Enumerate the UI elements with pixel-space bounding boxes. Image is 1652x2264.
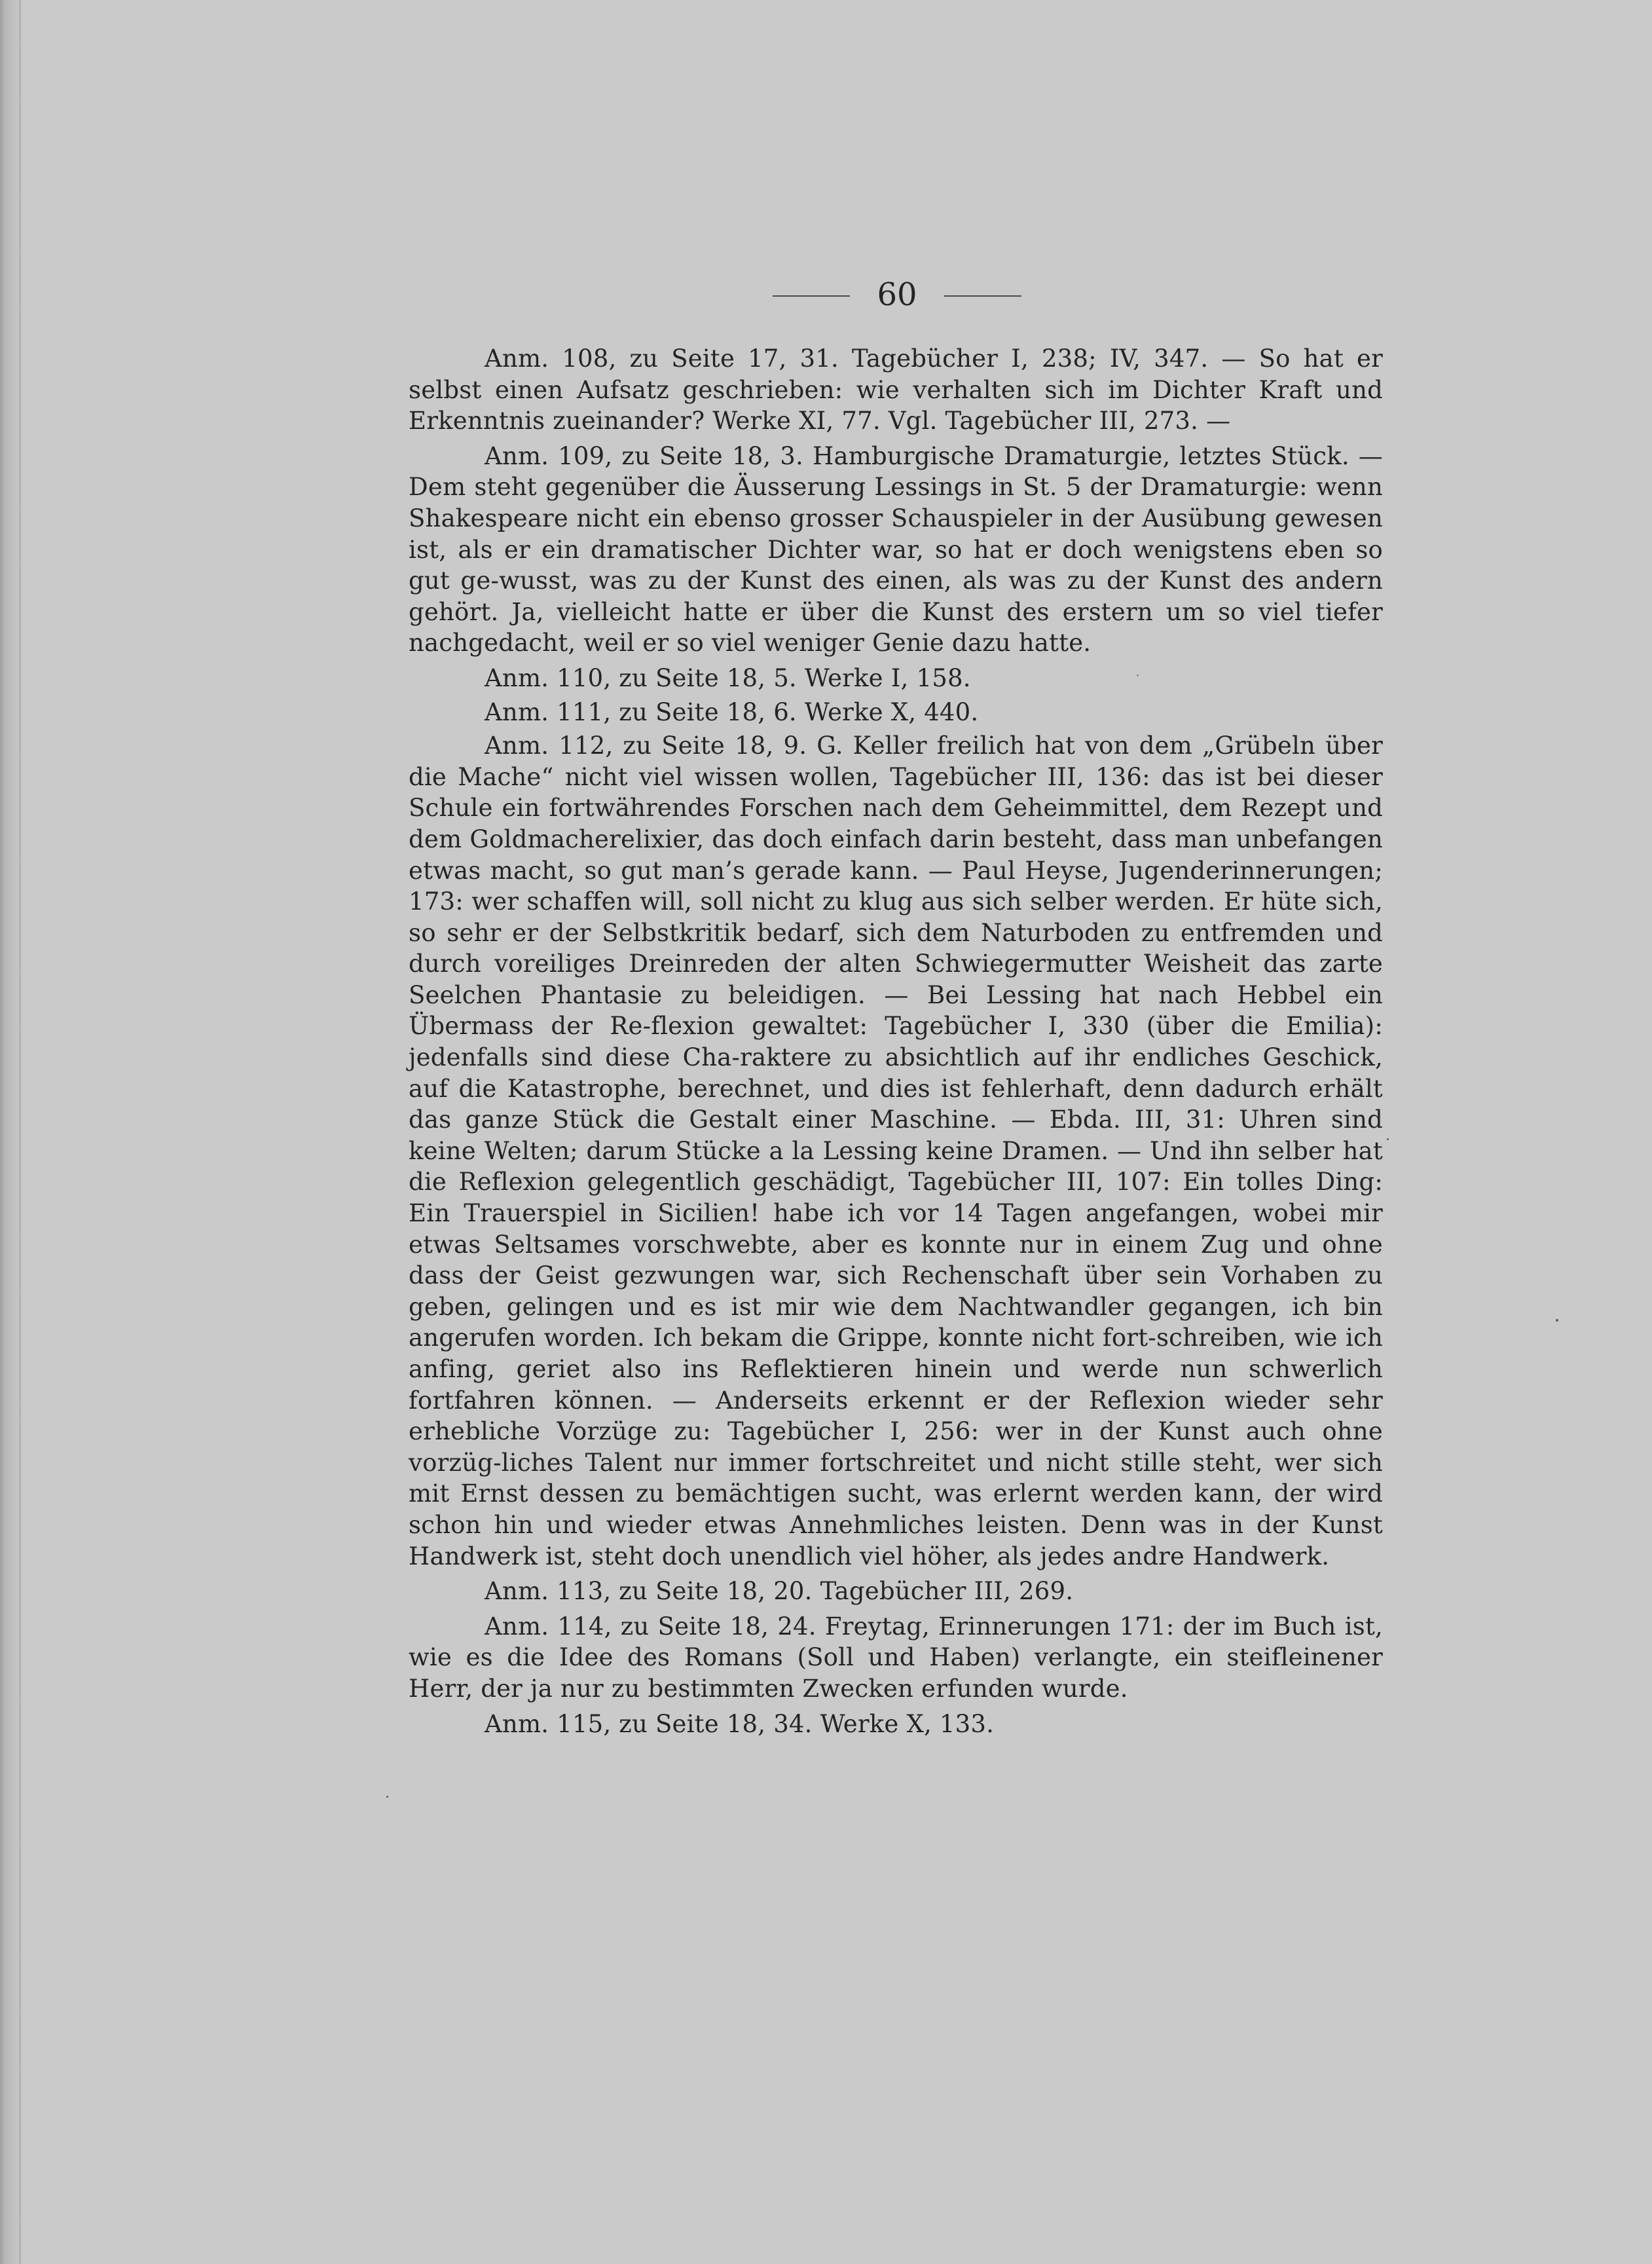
notes-body [409,343,1383,1743]
note-paragraph-114: Anm. 114, zu Seite 18, 24. Freytag, Erinnerungen 171: der im Buch ist, wie es die Idee des Romans (Soll und Haben) verlangte, ein steifleinener Herr, der ja nur zu bestimmten Zwecken erfunden wurde. [409,1612,1383,1703]
note-paragraph-111: Anm. 111, zu Seite 18, 6. Werke X, 440. [485,697,979,726]
note-paragraph-112: Anm. 112, zu Seite 18, 9. G. Keller freilich hat von dem „Grübeln über die Mache“ nicht viel wissen wollen, Tagebücher III, 136: das ist bei dieser Schule ein fortwährendes Forschen nach dem Geheimmittel, dem Rezept und dem Goldmacherelixier, das doch einfach darin besteht, dass man unbefangen etwas macht, so gut man’s gerade kann. — Paul Heyse, Jugenderinnerungen; 173: wer schaffen will, soll nicht zu klug aus sich selber werden. Er hüte sich, so sehr er der Selbstkritik bedarf, sich dem Naturboden zu entfremden und durch voreiliges Dreinreden der alten Schwiegermutter Weisheit das zarte Seelchen Phantasie zu beleidigen. — Bei Lessing hat nach Hebbel ein Übermass der Re-flexion gewaltet: Tagebücher I, 330 (über die Emilia): jedenfalls sind diese Cha-raktere zu absichtlich auf ihr endliches Geschick, auf die Katastrophe, berechnet, und dies ist fehlerhaft, denn dadurch erhält das ganze Stück die Gestalt einer Maschine. — Ebda. III, 31: Uhren sind keine Welten; darum Stücke a la Lessing keine Dramen. — Und ihn selber hat die Reflexion gelegentlich geschädigt, Tagebücher III, 107: Ein tolles Ding: Ein Trauerspiel in Sicilien! habe ich vor 14 Tagen angefangen, wobei mir etwas Seltsames vorschwebte, aber es konnte nur in einem Zug und ohne dass der Geist gezwungen war, sich Rechenschaft über sein Vorhaben zu geben, gelingen und es ist mir wie dem Nachtwandler gegangen, ich bin angerufen worden. Ich bekam die Grippe, konnte nicht fort-schreiben, wie ich anfing, geriet also ins Reflektieren hinein und werde nun schwerlich fortfahren können. — Anderseits erkennt er der Reflexion wieder sehr erhebliche Vorzüge zu: Tagebücher I, 256: wer in der Kunst auch ohne vorzüg-liches Talent nur immer fortschreitet und nicht stille steht, wer sich mit Ernst dessen zu bemächtigen sucht, was erlernt werden kann, der wird schon hin und wieder etwas Annehmliches leisten. Denn was in der Kunst Handwerk ist, steht doch unendlich viel höher, als jedes andre Handwerk. [409,732,1383,1570]
paper-speck [1137,675,1139,677]
note-paragraph-113: Anm. 113, zu Seite 18, 20. Tagebücher III, 269. [485,1577,1074,1606]
paper-speck [1387,1138,1389,1140]
header-rule-right [944,295,1021,297]
binding-shadow [0,0,26,2264]
paper-speck [1556,1319,1558,1322]
page-header [773,275,1021,314]
note-paragraph-110: Anm. 110, zu Seite 18, 5. Werke I, 158. [485,663,971,692]
binding-line [19,0,21,2264]
note-paragraph-115: Anm. 115, zu Seite 18, 34. Werke X, 133. [485,1709,995,1738]
header-rule-left [773,295,850,297]
page-number: 60 [877,276,917,313]
note-paragraph-109: Anm. 109, zu Seite 18, 3. Hamburgische Dramaturgie, letztes Stück. — Dem steht gegenüber die Äusserung Lessings in St. 5 der Dramaturgie: wenn Shakespeare nicht ein ebenso grosser Schauspieler in der Ausübung gewesen ist, als er ein dramatischer Dichter war, so hat er doch wenigstens eben so gut ge-wusst, was zu der Kunst des einen, als was zu der Kunst des andern gehört. Ja, vielleicht hatte er über die Kunst des erstern um so viel tiefer nachgedacht, weil er so viel weniger Genie dazu hatte. [409,441,1383,658]
note-paragraph-108: Anm. 108, zu Seite 17, 31. Tagebücher I, 238; IV, 347. — So hat er selbst einen Aufsatz geschrieben: wie verhalten sich im Dichter Kraft und Erkenntnis zueinander? Werke XI, 77. Vgl. Tagebücher III, 273. — [409,344,1383,436]
paper-speck [386,1796,388,1798]
